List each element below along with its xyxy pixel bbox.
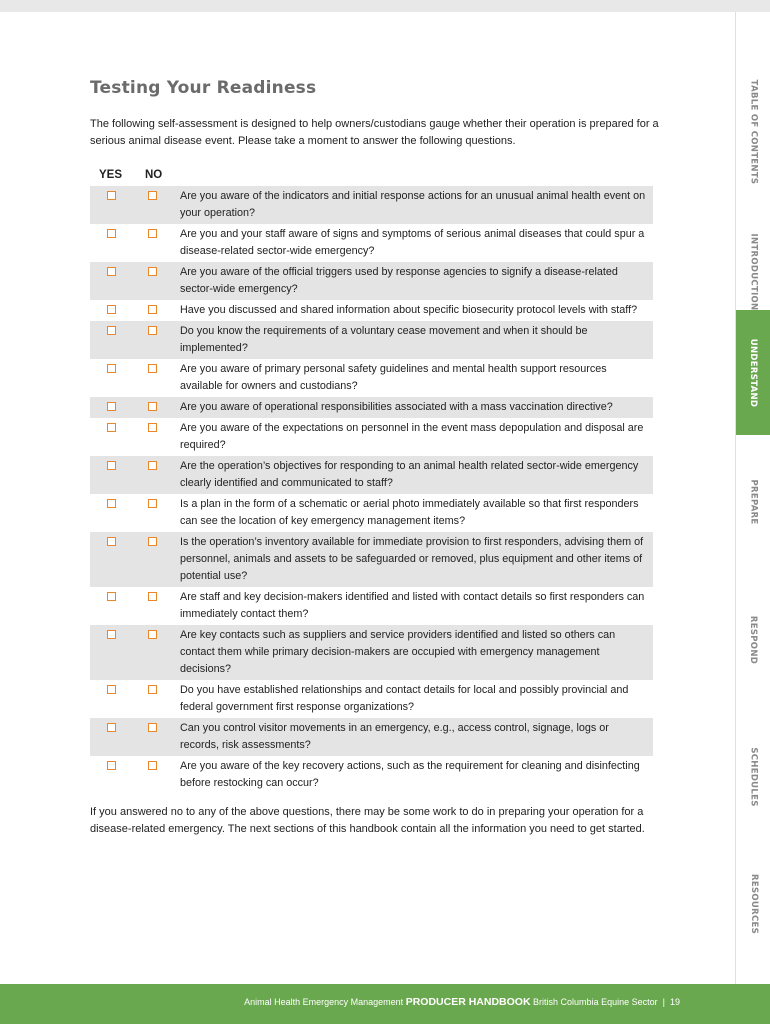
question-row [90,359,653,397]
question-text: Are you aware of the key recovery actions, such as the requirement for cleaning and disinfecting before restocking can occur? [180,760,640,789]
question-text: Are staff and key decision-makers identified and listed with contact details so first responders can immediately contact them? [180,591,645,620]
no-checkbox[interactable] [148,761,157,770]
question-row [90,625,653,680]
sidebar-tab-label: RESOURCES [748,873,759,935]
sidebar-tab-label: UNDERSTAND [748,338,759,407]
yes-checkbox[interactable] [107,592,116,601]
yes-checkbox[interactable] [107,761,116,770]
yes-checkbox[interactable] [107,630,116,639]
yes-checkbox[interactable] [107,305,116,314]
question-text: Do you know the requirements of a voluntary cease movement and when it should be implemented? [180,325,588,354]
no-checkbox[interactable] [148,402,157,411]
question-row [90,587,653,625]
sidebar-tab-label: RESPOND [748,615,759,664]
no-checkbox[interactable] [148,423,157,432]
closing-paragraph: If you answered no to any of the above questions, there may be some work to do in preparing your operation for a disease-related emergency. The next sections of this handbook contain all the information you need to get started. [90,806,645,835]
footer-sector: British Columbia Equine Sector [533,997,658,1007]
page-title: Testing Your Readiness [90,78,317,98]
question-row [90,718,653,756]
yes-checkbox[interactable] [107,499,116,508]
question-row [90,262,653,300]
question-row [90,300,653,321]
question-text: Do you have established relationships and contact details for local and possibly provincial and federal government first response organizations? [180,684,629,713]
question-text: Can you control visitor movements in an emergency, e.g., access control, signage, logs or records, risk assessments? [180,722,609,751]
section-sidebar [735,12,770,984]
yes-checkbox[interactable] [107,423,116,432]
question-row [90,224,653,262]
yes-checkbox[interactable] [107,461,116,470]
sidebar-tab-label: INTRODUCTION [748,233,759,311]
yes-checkbox[interactable] [107,402,116,411]
no-checkbox[interactable] [148,461,157,470]
question-text: Are the operation’s objectives for responding to an animal health related sector-wide emergency clearly identified and communicated to staff? [180,460,639,489]
sidebar-tab-understand[interactable] [736,310,770,435]
footer-prefix: Animal Health Emergency Management [244,997,404,1007]
question-row [90,532,653,587]
page-number: 19 [669,997,680,1007]
question-row [90,456,653,494]
no-column-header: NO [145,169,163,181]
question-text: Are you aware of the indicators and initial response actions for an unusual animal health event on your operation? [180,190,646,219]
no-checkbox[interactable] [148,305,157,314]
sidebar-tab-label: SCHEDULES [748,746,759,807]
no-checkbox[interactable] [148,630,157,639]
question-text: Are you aware of the expectations on personnel in the event mass depopulation and disposal are required? [180,422,644,451]
no-checkbox[interactable] [148,364,157,373]
footer-text [244,996,680,1008]
no-checkbox[interactable] [148,723,157,732]
yes-checkbox[interactable] [107,685,116,694]
yes-checkbox[interactable] [107,537,116,546]
top-bar [0,0,770,12]
question-text: Are you aware of primary personal safety guidelines and mental health support resources available for owners and custodians? [180,363,607,392]
question-row [90,756,653,794]
question-row [90,680,653,718]
sidebar-tab-prepare[interactable] [736,452,770,552]
page [0,12,735,984]
sidebar-tab-label: PREPARE [748,479,759,525]
footer-separator: | [660,997,668,1007]
question-text: Is the operation’s inventory available for immediate provision to first responders, advising them of personnel, animals and assets to be safeguarded or removed, plus equipment and other items of potential use? [180,536,644,582]
footer-handbook-title: PRODUCER HANDBOOK [405,996,531,1008]
no-checkbox[interactable] [148,685,157,694]
sidebar-tab-resources[interactable] [736,850,770,958]
no-checkbox[interactable] [148,537,157,546]
sidebar-tab-label: TABLE OF CONTENTS [748,79,759,185]
sidebar-tab-schedules[interactable] [736,724,770,829]
yes-checkbox[interactable] [107,326,116,335]
question-row [90,397,653,418]
question-text: Are you aware of the official triggers used by response agencies to signify a disease-related sector-wide emergency? [180,266,618,295]
question-list [90,186,653,794]
no-checkbox[interactable] [148,326,157,335]
yes-checkbox[interactable] [107,364,116,373]
question-row [90,321,653,359]
question-row [90,186,653,224]
question-text: Is a plan in the form of a schematic or aerial photo immediately available so that first responders can see the location of key emergency management items? [180,498,639,527]
no-checkbox[interactable] [148,191,157,200]
question-text: Have you discussed and shared information about specific biosecurity protocol levels with staff? [180,304,638,316]
sidebar-tab-table-of-contents[interactable] [736,32,770,232]
sidebar-tab-respond[interactable] [736,572,770,707]
no-checkbox[interactable] [148,499,157,508]
yes-checkbox[interactable] [107,267,116,276]
question-row [90,418,653,456]
question-text: Are key contacts such as suppliers and service providers identified and listed so others can contact them while primary decision-makers are occupied with emergency management decisions? [180,629,616,675]
yes-column-header: YES [99,169,123,181]
question-row [90,494,653,532]
no-checkbox[interactable] [148,229,157,238]
yes-checkbox[interactable] [107,723,116,732]
no-checkbox[interactable] [148,592,157,601]
yes-checkbox[interactable] [107,229,116,238]
no-checkbox[interactable] [148,267,157,276]
question-text: Are you aware of operational responsibilities associated with a mass vaccination directive? [180,401,613,413]
intro-paragraph: The following self-assessment is designed to help owners/custodians gauge whether their operation is prepared for a serious animal disease event. Please take a moment to answer the following questions. [90,118,659,147]
footer [0,984,770,1024]
yes-checkbox[interactable] [107,191,116,200]
question-text: Are you and your staff aware of signs and symptoms of serious animal diseases that could spur a disease-related sector-wide emergency? [180,228,645,257]
